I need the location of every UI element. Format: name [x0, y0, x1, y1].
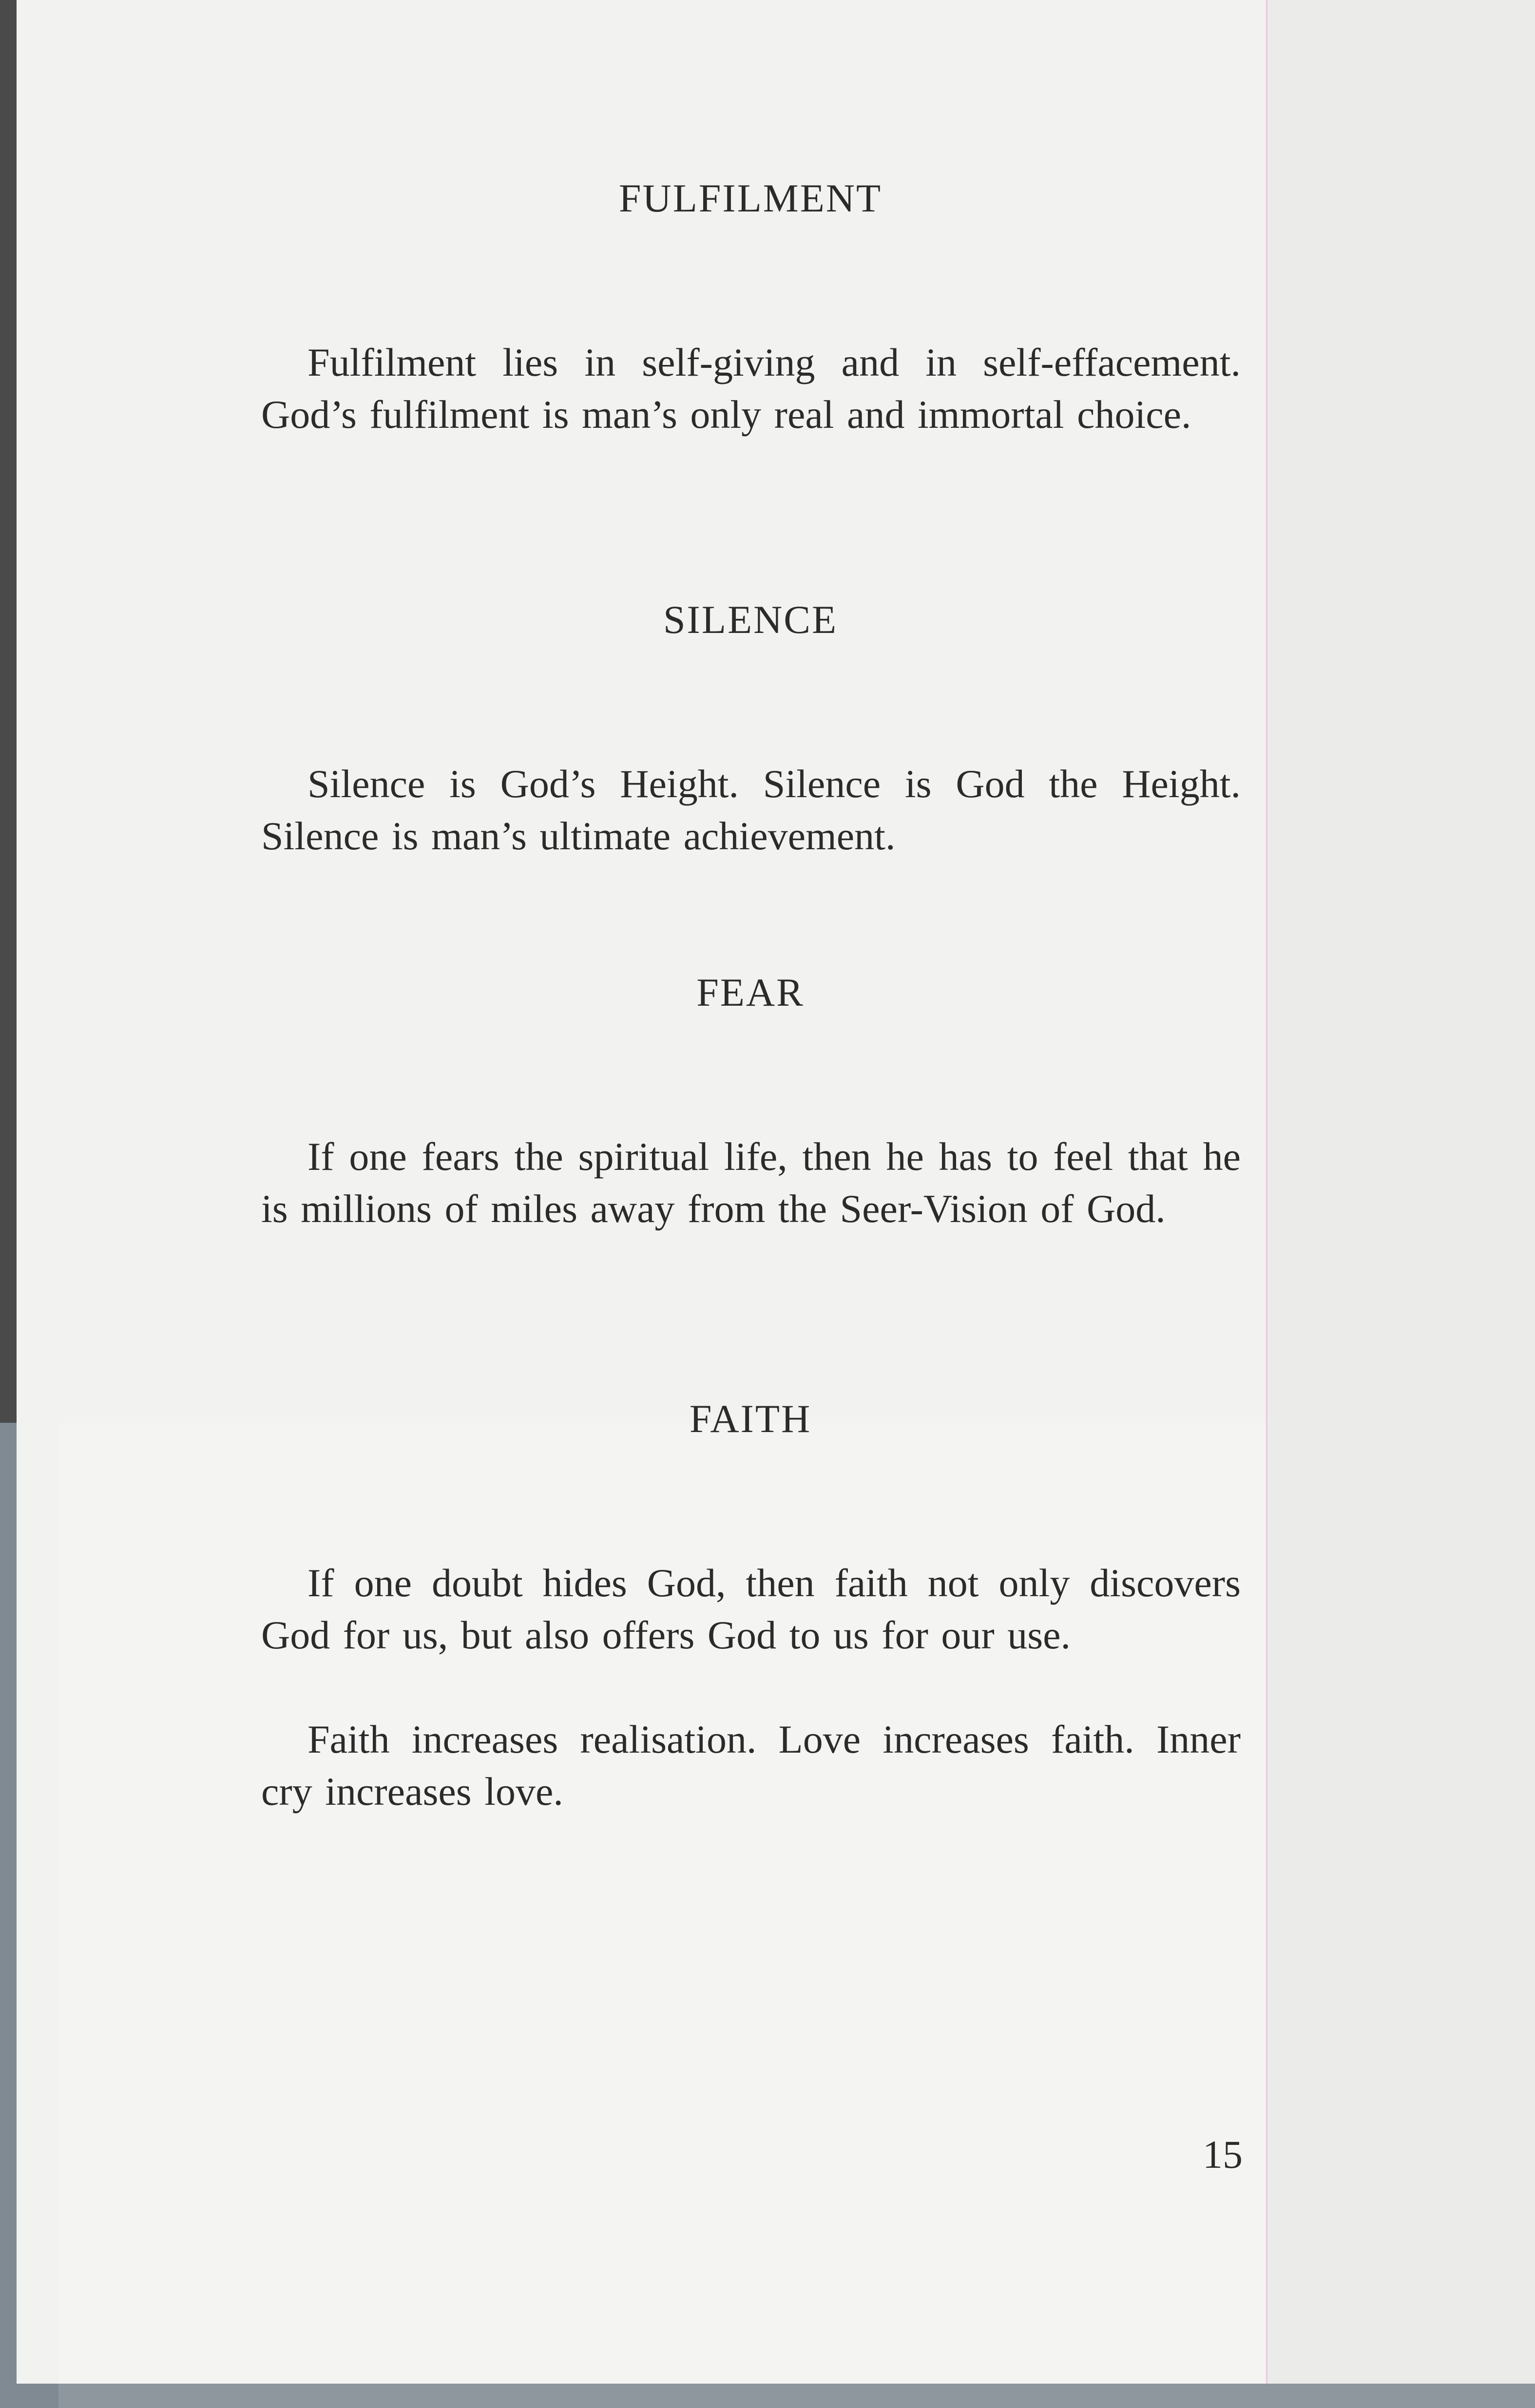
- section-paragraph-silence: Silence is God’s Height. Silence is God the Height. Silence is man’s ultimate achievement.: [261, 762, 1241, 858]
- section-heading-faith: FAITH: [689, 1396, 812, 1441]
- section-paragraph-fulfilment: Fulfilment lies in self-giving and in self-effacement. God’s fulfilment is man’s only real and immortal choice.: [261, 340, 1241, 437]
- scan-edge-bottom: [58, 2384, 1535, 2408]
- section-paragraph-faith-2: Faith increases realisation. Love increases faith. Inner cry increases love.: [261, 1717, 1241, 1814]
- margin-rule-line: [1266, 0, 1267, 2384]
- page-number: 15: [1203, 2132, 1243, 2177]
- section-heading-fulfilment: FULFILMENT: [618, 176, 883, 220]
- section-heading-silence: SILENCE: [663, 597, 838, 642]
- section-paragraph-fear: If one fears the spiritual life, then he has to feel that he is millions of miles away from the Seer-Vision of God.: [261, 1134, 1241, 1231]
- section-paragraph-faith-1: If one doubt hides God, then faith not only discovers God for us, but also offers God to us for our use.: [261, 1561, 1241, 1657]
- scan-edge-left: [0, 0, 17, 1423]
- section-heading-fear: FEAR: [696, 970, 805, 1014]
- page-right-margin: [1267, 0, 1535, 2384]
